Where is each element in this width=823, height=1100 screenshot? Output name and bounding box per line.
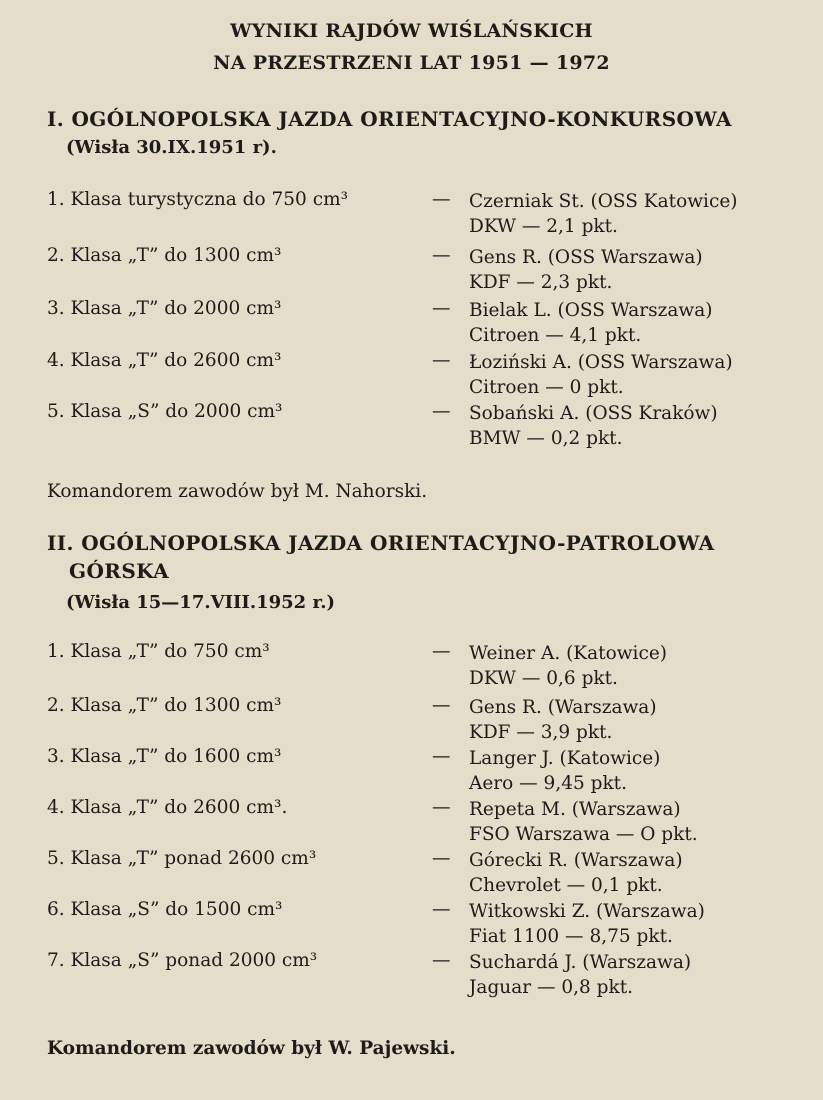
section-2-commander: Komandorem zawodów był W. Pajewski. (47, 1038, 456, 1059)
dash-separator: — (432, 950, 451, 971)
winner-name: Gens R. (OSS Warszawa) (469, 247, 703, 268)
section-1-subtitle: (Wisła 30.IX.1951 r). (66, 137, 277, 158)
winner-entry (469, 950, 691, 1000)
document-title-line-1: WYNIKI RAJDÓW WIŚLAŃSKICH (230, 20, 593, 42)
dash-separator: — (432, 245, 451, 266)
class-label: 1. Klasa „T” do 750 cm³ (47, 641, 270, 662)
dash-separator: — (432, 350, 451, 371)
car-and-points: DKW — 0,6 pkt. (469, 668, 618, 689)
dash-separator: — (432, 641, 451, 662)
dash-separator: — (432, 401, 451, 422)
winner-entry (469, 401, 718, 451)
class-label: 4. Klasa „T” do 2600 cm³. (47, 797, 288, 818)
dash-separator: — (432, 797, 451, 818)
dash-separator: — (432, 899, 451, 920)
class-label: 3. Klasa „T” do 1600 cm³ (47, 746, 282, 767)
section-2-heading-line-1: II. OGÓLNOPOLSKA JAZDA ORIENTACYJNO-PATROLOWA (47, 531, 715, 555)
car-and-points: DKW — 2,1 pkt. (469, 216, 618, 237)
class-label: 6. Klasa „S” do 1500 cm³ (47, 899, 283, 920)
car-and-points: Aero — 9,45 pkt. (469, 773, 627, 794)
car-and-points: BMW — 0,2 pkt. (469, 428, 623, 449)
winner-name: Sobański A. (OSS Kraków) (469, 403, 718, 424)
car-and-points: FSO Warszawa — O pkt. (469, 824, 698, 845)
car-and-points: Fiat 1100 — 8,75 pkt. (469, 926, 673, 947)
car-and-points: Citroen — 0 pkt. (469, 377, 624, 398)
winner-entry (469, 797, 698, 847)
class-label: 2. Klasa „T” do 1300 cm³ (47, 245, 282, 266)
winner-entry (469, 189, 738, 239)
winner-name: Górecki R. (Warszawa) (469, 850, 683, 871)
winner-name: Gens R. (Warszawa) (469, 697, 657, 718)
dash-separator: — (432, 189, 451, 210)
winner-name: Łoziński A. (OSS Warszawa) (469, 352, 733, 373)
winner-entry (469, 695, 657, 745)
car-and-points: KDF — 2,3 pkt. (469, 272, 613, 293)
class-label: 2. Klasa „T” do 1300 cm³ (47, 695, 282, 716)
class-label: 4. Klasa „T” do 2600 cm³ (47, 350, 282, 371)
car-and-points: Citroen — 4,1 pkt. (469, 325, 642, 346)
winner-entry (469, 848, 683, 898)
class-label: 5. Klasa „S” do 2000 cm³ (47, 401, 283, 422)
winner-entry (469, 641, 667, 691)
section-1-heading: I. OGÓLNOPOLSKA JAZDA ORIENTACYJNO-KONKURSOWA (47, 107, 732, 131)
section-2-subtitle: (Wisła 15—17.VIII.1952 r.) (66, 592, 336, 613)
winner-name: Czerniak St. (OSS Katowice) (469, 191, 738, 212)
class-label: 3. Klasa „T” do 2000 cm³ (47, 298, 282, 319)
section-1-commander: Komandorem zawodów był M. Nahorski. (47, 481, 428, 502)
dash-separator: — (432, 298, 451, 319)
winner-entry (469, 350, 733, 400)
dash-separator: — (432, 695, 451, 716)
winner-entry (469, 746, 660, 796)
winner-name: Bielak L. (OSS Warszawa) (469, 300, 713, 321)
class-label: 1. Klasa turystyczna do 750 cm³ (47, 189, 349, 210)
document-title-line-2: NA PRZESTRZENI LAT 1951 — 1972 (213, 52, 610, 74)
car-and-points: Jaguar — 0,8 pkt. (469, 977, 634, 998)
winner-name: Repeta M. (Warszawa) (469, 799, 681, 820)
winner-name: Suchardá J. (Warszawa) (469, 952, 692, 973)
car-and-points: KDF — 3,9 pkt. (469, 722, 613, 743)
class-label: 7. Klasa „S” ponad 2000 cm³ (47, 950, 318, 971)
winner-name: Weiner A. (Katowice) (469, 643, 667, 664)
dash-separator: — (432, 848, 451, 869)
section-2-heading-line-2: GÓRSKA (69, 559, 170, 583)
dash-separator: — (432, 746, 451, 767)
winner-name: Langer J. (Katowice) (469, 748, 661, 769)
winner-entry (469, 298, 712, 348)
winner-name: Witkowski Z. (Warszawa) (469, 901, 705, 922)
car-and-points: Chevrolet — 0,1 pkt. (469, 875, 663, 896)
class-label: 5. Klasa „T” ponad 2600 cm³ (47, 848, 317, 869)
winner-entry (469, 899, 705, 949)
winner-entry (469, 245, 703, 295)
